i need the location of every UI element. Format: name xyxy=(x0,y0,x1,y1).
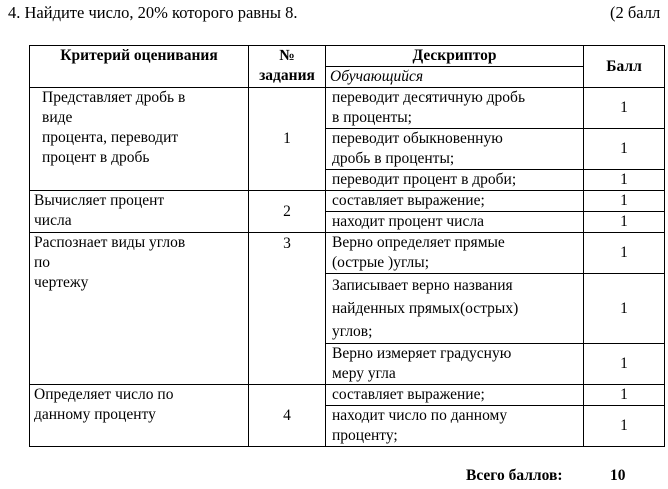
descriptor-cell xyxy=(326,406,584,447)
descriptor-line: переводит десятичную дробь xyxy=(332,89,526,106)
descriptor-line: Верно измеряет градусную xyxy=(332,345,512,362)
score-cell: 1 xyxy=(584,274,665,344)
rubric-table xyxy=(29,45,665,447)
table-row xyxy=(30,191,665,212)
task-number-cell: 1 xyxy=(249,88,326,191)
descriptor-cell xyxy=(326,344,584,385)
descriptor-cell xyxy=(326,385,584,406)
descriptor-line: Записывает верно названия xyxy=(332,277,513,294)
criterion-cell xyxy=(30,191,249,233)
descriptor-cell xyxy=(326,129,584,170)
header-number xyxy=(249,46,326,88)
descriptor-line: находит число по данному xyxy=(332,407,508,424)
descriptor-cell xyxy=(326,191,584,212)
header-number-line1: № xyxy=(279,47,295,64)
header-row xyxy=(30,46,665,67)
total-label: Всего баллов: xyxy=(466,467,563,484)
descriptor-line: переводит обыкновенную xyxy=(332,130,503,147)
table-row xyxy=(30,233,665,274)
descriptor-cell xyxy=(326,212,584,233)
criterion-cell xyxy=(30,88,249,191)
header-score: Балл xyxy=(584,46,665,88)
score-cell: 1 xyxy=(584,170,665,191)
score-cell: 1 xyxy=(584,212,665,233)
descriptor-line: проценту; xyxy=(332,427,398,444)
score-cell: 1 xyxy=(584,191,665,212)
descriptor-line: переводит процент в дроби; xyxy=(332,171,517,188)
criterion-line: Распознает виды углов xyxy=(34,234,186,251)
criterion-line: Вычисляет процент xyxy=(34,192,165,209)
score-cell: 1 xyxy=(584,406,665,447)
header-descriptor: Дескриптор xyxy=(326,46,584,67)
descriptor-cell xyxy=(326,170,584,191)
score-cell: 1 xyxy=(584,344,665,385)
task-statement: 4. Найдите число, 20% которого равны 8. xyxy=(8,3,298,22)
task-number-cell: 3 xyxy=(249,233,326,385)
criterion-line: данному проценту xyxy=(34,406,156,423)
criterion-line: процент в дробь xyxy=(42,149,150,166)
criterion-line: Определяет число по xyxy=(34,386,174,403)
table-row xyxy=(30,88,665,129)
descriptor-cell xyxy=(326,274,584,344)
descriptor-line: в проценты; xyxy=(332,109,412,126)
criterion-line: Представляет дробь в xyxy=(42,89,186,106)
descriptor-cell xyxy=(326,88,584,129)
criterion-line: процента, переводит xyxy=(42,129,179,146)
criterion-cell xyxy=(30,385,249,447)
descriptor-cell xyxy=(326,233,584,274)
descriptor-line: составляет выражение; xyxy=(332,386,485,403)
score-cell: 1 xyxy=(584,129,665,170)
criterion-line: числа xyxy=(34,212,72,229)
header-criterion: Критерий оценивания xyxy=(30,46,249,88)
descriptor-line: находит процент числа xyxy=(332,213,484,230)
header-descriptor-sub: Обучающийся xyxy=(326,67,584,88)
criterion-line: чертежу xyxy=(34,274,89,291)
criterion-line: по xyxy=(34,254,51,271)
score-cell: 1 xyxy=(584,233,665,274)
descriptor-line: найденных прямых(острых) xyxy=(332,300,519,317)
criterion-cell xyxy=(30,233,249,385)
descriptor-line: дробь в проценты; xyxy=(332,150,455,167)
descriptor-line: меру угла xyxy=(332,365,396,382)
descriptor-line: углов; xyxy=(332,323,373,340)
score-cell: 1 xyxy=(584,385,665,406)
task-number-cell: 2 xyxy=(249,191,326,233)
descriptor-line: (острые )углы; xyxy=(332,254,429,271)
header-number-line2: задания xyxy=(259,67,315,84)
descriptor-line: составляет выражение; xyxy=(332,192,485,209)
task-number-cell: 4 xyxy=(249,385,326,447)
total-value: 10 xyxy=(610,467,626,484)
score-cell: 1 xyxy=(584,88,665,129)
task-points: (2 балл xyxy=(610,3,661,22)
criterion-line: виде xyxy=(42,109,73,126)
table-row xyxy=(30,385,665,406)
descriptor-line: Верно определяет прямые xyxy=(332,234,505,251)
